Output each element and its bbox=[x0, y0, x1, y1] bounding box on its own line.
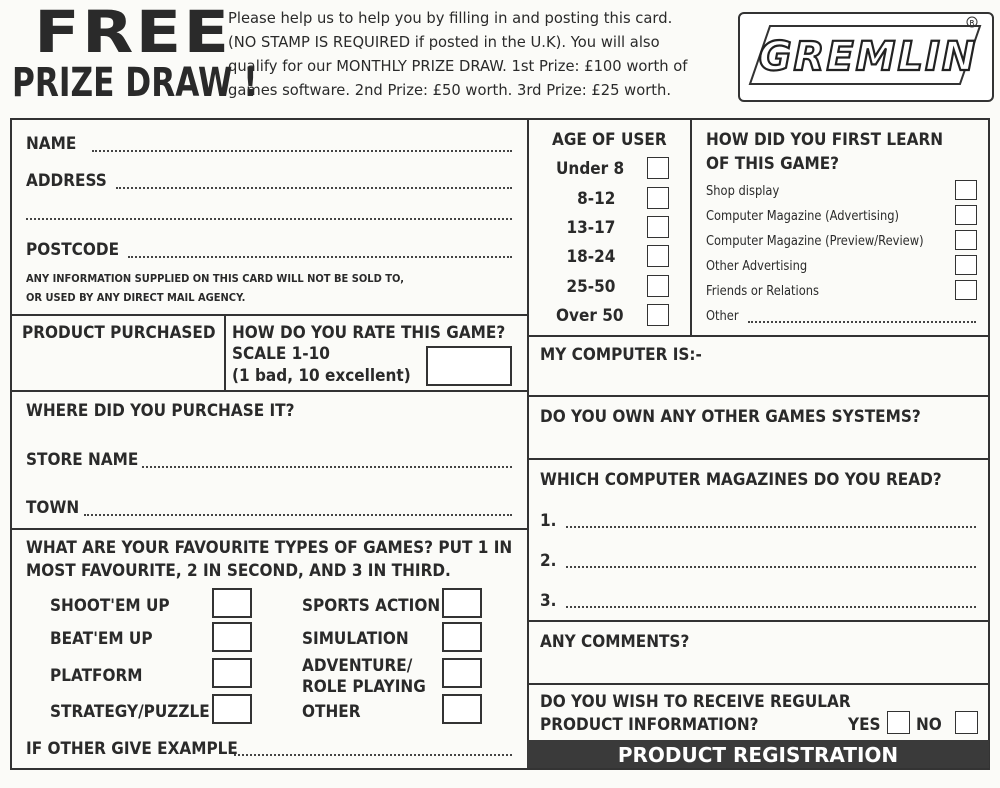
magazine-number-3: 3. bbox=[540, 591, 557, 611]
age-option-over50: Over 50 bbox=[556, 306, 624, 326]
learn-option-friends: Friends or Relations bbox=[706, 283, 819, 299]
genre-platform: PLATFORM bbox=[50, 666, 143, 686]
rate-scale-note: (1 bad, 10 excellent) bbox=[232, 366, 411, 386]
age-checkbox-18-24[interactable] bbox=[647, 245, 669, 267]
receive-title-line-1: DO YOU WISH TO RECEIVE REGULAR bbox=[540, 692, 851, 712]
town-label: TOWN bbox=[26, 498, 80, 518]
genre-box-strategy-puzzle[interactable] bbox=[212, 694, 252, 724]
learn-option-other-advertising: Other Advertising bbox=[706, 258, 808, 274]
rate-scale: SCALE 1-10 bbox=[232, 344, 330, 364]
name-label: NAME bbox=[26, 134, 77, 154]
free-heading: FREE bbox=[34, 0, 232, 66]
gremlin-logo bbox=[738, 12, 994, 102]
learn-checkbox-friends[interactable] bbox=[955, 280, 977, 300]
magazine-field-3[interactable] bbox=[566, 606, 976, 608]
learn-option-shop-display: Shop display bbox=[706, 183, 780, 199]
age-checkbox-8-12[interactable] bbox=[647, 187, 669, 209]
genre-box-simulation[interactable] bbox=[442, 622, 482, 652]
postcode-field[interactable] bbox=[128, 256, 512, 258]
learn-option-magazine-review: Computer Magazine (Preview/Review) bbox=[706, 233, 924, 249]
address-label: ADDRESS bbox=[26, 171, 107, 191]
magazine-number-2: 2. bbox=[540, 551, 557, 571]
yes-checkbox[interactable] bbox=[887, 711, 910, 734]
genre-adventure: ADVENTURE/ bbox=[302, 656, 413, 676]
learn-title-line-1: HOW DID YOU FIRST LEARN bbox=[706, 130, 944, 150]
learn-checkbox-other-advertising[interactable] bbox=[955, 255, 977, 275]
genre-beatem-up: BEAT'EM UP bbox=[50, 629, 153, 649]
where-title: WHERE DID YOU PURCHASE IT? bbox=[26, 401, 295, 421]
magazine-number-1: 1. bbox=[540, 511, 557, 531]
intro-text: Please help us to help you by filling in and posting this card. (NO STAMP IS REQUIRED if posted in the U.K). You will also qualify for our MONTHLY PRIZE DRAW. 1st Prize: £100 worth of games software. 2nd Prize: £50 worth. 3rd Prize: £25 worth. bbox=[228, 9, 688, 99]
genre-shootem-up: SHOOT'EM UP bbox=[50, 596, 170, 616]
age-option-13-17: 13-17 bbox=[566, 218, 616, 238]
no-label: NO bbox=[916, 715, 942, 735]
genre-strategy-puzzle: STRATEGY/PUZZLE bbox=[50, 702, 210, 722]
logo-text: GREMLIN bbox=[758, 34, 978, 80]
other-systems-label: DO YOU OWN ANY OTHER GAMES SYSTEMS? bbox=[540, 407, 921, 427]
age-option-under8: Under 8 bbox=[556, 159, 625, 179]
name-field[interactable] bbox=[92, 150, 512, 152]
rate-title: HOW DO YOU RATE THIS GAME? bbox=[232, 323, 506, 343]
genre-box-other[interactable] bbox=[442, 694, 482, 724]
genre-simulation: SIMULATION bbox=[302, 629, 409, 649]
age-checkbox-over50[interactable] bbox=[647, 304, 669, 326]
age-title: AGE OF USER bbox=[552, 130, 667, 150]
learn-option-other: Other bbox=[706, 308, 739, 324]
learn-checkbox-magazine-review[interactable] bbox=[955, 230, 977, 250]
age-checkbox-25-50[interactable] bbox=[647, 275, 669, 297]
product-purchased-label: PRODUCT PURCHASED bbox=[22, 323, 216, 343]
genre-box-beatem-up[interactable] bbox=[212, 622, 252, 652]
magazines-title: WHICH COMPUTER MAGAZINES DO YOU READ? bbox=[540, 470, 942, 490]
favourites-title-line-2: MOST FAVOURITE, 2 IN SECOND, AND 3 IN THIRD. bbox=[26, 561, 451, 581]
genre-box-platform[interactable] bbox=[212, 658, 252, 688]
learn-title-line-2: OF THIS GAME? bbox=[706, 154, 840, 174]
learn-option-magazine-advertising: Computer Magazine (Advertising) bbox=[706, 208, 900, 224]
genre-role-playing: ROLE PLAYING bbox=[302, 677, 426, 697]
genre-box-sports-action[interactable] bbox=[442, 588, 482, 618]
magazine-field-2[interactable] bbox=[566, 566, 976, 568]
genre-box-shootem-up[interactable] bbox=[212, 588, 252, 618]
genre-other: OTHER bbox=[302, 702, 361, 722]
store-name-label: STORE NAME bbox=[26, 450, 139, 470]
receive-title-line-2: PRODUCT INFORMATION? bbox=[540, 715, 759, 735]
genre-sports-action: SPORTS ACTION bbox=[302, 596, 441, 616]
my-computer-label: MY COMPUTER IS:- bbox=[540, 345, 702, 365]
product-registration-banner: PRODUCT REGISTRATION bbox=[527, 740, 989, 768]
comments-label: ANY COMMENTS? bbox=[540, 632, 690, 652]
address-field-1[interactable] bbox=[116, 187, 512, 189]
age-checkbox-13-17[interactable] bbox=[647, 216, 669, 238]
learn-checkbox-magazine-advertising[interactable] bbox=[955, 205, 977, 225]
no-checkbox[interactable] bbox=[955, 711, 978, 734]
learn-checkbox-shop-display[interactable] bbox=[955, 180, 977, 200]
store-name-field[interactable] bbox=[142, 466, 512, 468]
age-checkbox-under8[interactable] bbox=[647, 157, 669, 179]
svg-text:R: R bbox=[969, 19, 975, 27]
learn-other-field[interactable] bbox=[748, 321, 976, 323]
address-field-2[interactable] bbox=[26, 218, 512, 220]
other-example-label: IF OTHER GIVE EXAMPLE bbox=[26, 739, 238, 759]
prize-draw-heading: PRIZE DRAW ! bbox=[12, 60, 258, 106]
disclaimer-line-1: ANY INFORMATION SUPPLIED ON THIS CARD WILL NOT BE SOLD TO, bbox=[26, 272, 404, 285]
favourites-title-line-1: WHAT ARE YOUR FAVOURITE TYPES OF GAMES? PUT 1 IN bbox=[26, 538, 513, 558]
genre-box-adventure[interactable] bbox=[442, 658, 482, 688]
other-example-field[interactable] bbox=[234, 754, 512, 756]
town-field[interactable] bbox=[84, 514, 512, 516]
yes-label: YES bbox=[848, 715, 881, 735]
magazine-field-1[interactable] bbox=[566, 526, 976, 528]
disclaimer-line-2: OR USED BY ANY DIRECT MAIL AGENCY. bbox=[26, 291, 246, 304]
postcode-label: POSTCODE bbox=[26, 240, 120, 260]
age-option-25-50: 25-50 bbox=[566, 277, 616, 297]
age-option-18-24: 18-24 bbox=[566, 247, 616, 267]
rating-input-box[interactable] bbox=[426, 346, 512, 386]
age-option-8-12: 8-12 bbox=[577, 189, 616, 209]
